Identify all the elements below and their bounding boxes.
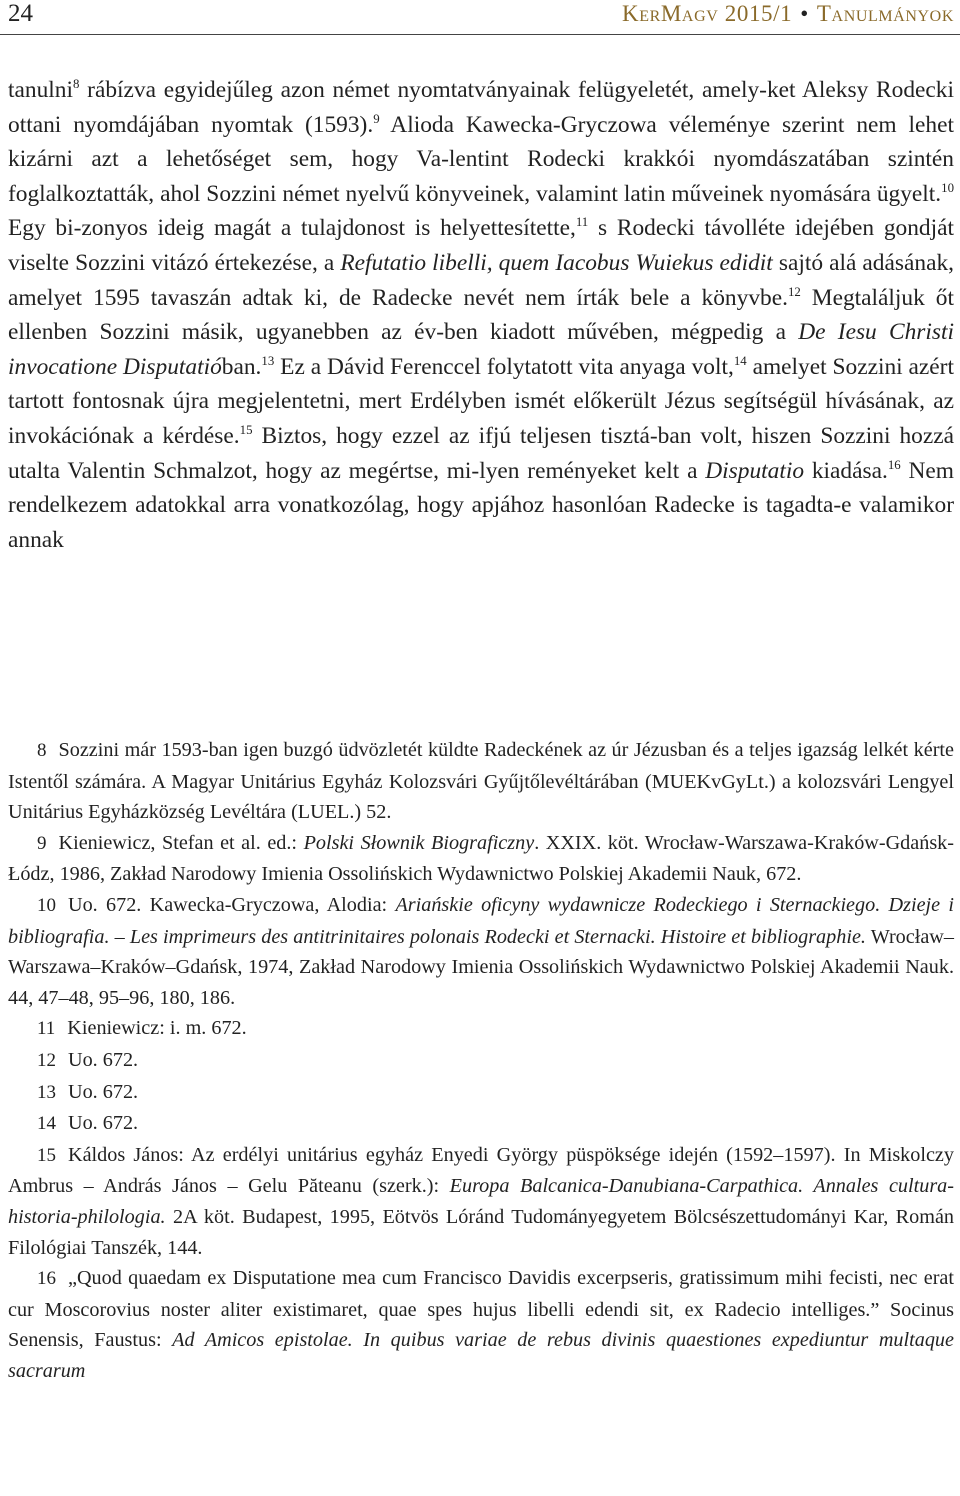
footnote-14 <box>8 1108 954 1140</box>
footnote-text: Wrocław–Warszawa–Kraków–Gdańsk, 1974, Zakład Narodowy Imienia Ossolińskich Wydawnictwo Polskiej Akademii Nauk. 44, 47–48, 95–96, 180, 186. <box>8 925 954 1009</box>
footnote-text: Kieniewicz: i. m. 672. <box>67 1017 247 1040</box>
body-text: tanulni <box>8 77 73 103</box>
footnote-text: 2A köt. Budapest, 1995, Eötvös Lóránd Tudományegyetem Bölcsészettudományi Kar, Román Filológiai Tanszék, 144. <box>8 1205 954 1259</box>
footnote-13 <box>8 1077 954 1109</box>
footnote-number: 15 <box>37 1144 56 1166</box>
body-text: Egy bi-zonyos ideig magát a tulajdonost is helyettesítette, <box>8 215 576 242</box>
body-text: Nem rendelkezem adatokkal arra vonatkozólag, hogy apjához hasonlóan Radecke is tagadta-e valamikor annak <box>8 457 954 553</box>
footnote-number: 13 <box>37 1081 56 1103</box>
footnote-ref: 8 <box>72 77 80 91</box>
footnote-number: 16 <box>37 1268 56 1290</box>
footnote-text: . XXIX. köt. Wrocław-Warszawa-Kraków-Gdańsk-Łódz, 1986, Zakład Narodowy Imienia Ossolińskich Wydawnictwo Polskiej Akademii Nauk, 672. <box>8 831 954 886</box>
body-text: ban. <box>221 353 262 380</box>
body-text: Alioda Kawecka-Gryczowa véleménye szerint nem lehet kizárni azt a lehetőséget sem, hogy Va-lentint Rodecki krakkói nyomdászatában szintén foglalkoztatták, ahol Sozzini német nyelvű könyveinek, valamint latin műveinek nyomására ügyelt. <box>8 111 954 207</box>
footnote-text: Uo. 672. <box>68 1048 139 1071</box>
italic-title: Disputatio <box>705 457 805 484</box>
header-rule <box>0 34 960 35</box>
footnote-number: 8 <box>37 740 47 761</box>
footnotes-section <box>8 735 954 1386</box>
body-text: kiadása. <box>804 457 888 484</box>
footnote-ref: 12 <box>787 284 801 299</box>
footnote-ref: 10 <box>941 180 954 195</box>
footnote-text: Uo. 672. <box>68 1112 139 1135</box>
footnote-9 <box>8 828 954 890</box>
footnote-italic: Ad Amicos epistolae. In quibus variae de rebus divinis quaestiones expediuntur multaque sacrarum <box>8 1329 954 1382</box>
main-body-paragraph <box>8 73 954 557</box>
footnote-text: Kieniewicz, Stefan et al. ed.: <box>58 831 304 854</box>
body-text: Ez a Dávid Ferenccel folytatott vita anyaga volt, <box>274 353 734 380</box>
footnote-text: Káldos János: Az erdélyi unitárius egyház Enyedi György püspöksége idején (1592–1597). In Miskolczy Ambrus – András János – Gelu Păteanu (szerk.): <box>8 1143 954 1198</box>
body-text: Biztos, hogy ezzel az ifjú teljesen tisztá-ban volt, hiszen Sozzini hozzá utalta Valentin Schmalzot, hogy az megértse, mi-lyen reményeket kelt a <box>8 422 954 484</box>
footnote-italic: Europa Balcanica-Danubiana-Carpathica. Annales cultura-historia-philologia. <box>8 1175 955 1228</box>
footnote-15 <box>8 1140 954 1263</box>
footnote-number: 10 <box>37 894 56 916</box>
footnote-number: 12 <box>37 1049 56 1071</box>
document-page <box>8 0 954 1496</box>
footnote-italic: Ariańskie oficyny wydawnicze Rodeckiego i Sternackiego. Dzieje i bibliografia. – Les imprimeurs des antitrinitaires polonais Rodecki et Sternacki. Histoire et bibliographie. <box>8 893 955 948</box>
footnote-text: Sozzini már 1593-ban igen buzgó üdvözletét küldte Radeckének az úr Jézusban és a teljes igazság lelkét kérte Istentől számára. A Magyar Unitárius Egyház Kolozsvári Gyűjtőlevéltárában (MUEKvGyLt.) a kolozsvári Lengyel Unitárius Egyházközség Levéltára (LUEL.) 52. <box>8 739 954 824</box>
footnote-10 <box>8 890 954 1013</box>
page-number: 24 <box>8 0 33 27</box>
italic-title: De Iesu Christi invocatione Disputatió <box>8 319 955 380</box>
footnote-text: Uo. 672. <box>68 1080 139 1103</box>
footnote-8 <box>8 735 954 828</box>
section-title: Tanulmányok <box>816 1 954 26</box>
running-head <box>622 1 954 27</box>
bullet-separator: • <box>800 1 809 26</box>
body-text: Megtaláljuk őt ellenben Sozzini másik, ugyanebben az év-ben kiadott művében, mégpedig a <box>8 284 954 346</box>
footnote-ref: 16 <box>887 457 901 472</box>
italic-title: Refutatio libelli, quem Iacobus Wuiekus edidit <box>340 249 773 276</box>
journal-title: KerMagv 2015/1 <box>622 1 793 26</box>
body-text: sajtó alá adásának, amelyet 1595 tavaszán adtak ki, de Radecke nevét nem írták bele a könyvbe. <box>8 249 954 311</box>
footnote-number: 11 <box>37 1018 56 1040</box>
body-text: amelyet Sozzini azért tartott fontosnak újra megjelentetni, mert Erdélyben ismét előkerült Jézus segítségül hívásának, az invokációnak a kérdése. <box>8 353 954 449</box>
footnote-12 <box>8 1045 954 1077</box>
footnote-number: 14 <box>37 1113 56 1135</box>
footnote-text: „Quod quaedam ex Disputatione mea cum Francisco Davidis excerpseris, gratissimum mihi fecisti, nec erat cur Moscorovius noster aliter existimaret, quae spes hujus libelli edendi sit, ex Radecio intelliges.” Socinus Senensis, Faustus: <box>8 1267 954 1352</box>
footnote-ref: 11 <box>575 215 589 230</box>
body-text: rábízva egyidejűleg azon német nyomtatványainak felügyeletét, amely-ket Aleksy Rodecki ottani nyomdájában nyomtak (1593). <box>8 77 954 138</box>
footnote-ref: 15 <box>239 422 253 437</box>
footnote-11 <box>8 1013 954 1045</box>
footnote-ref: 13 <box>261 353 275 368</box>
footnote-number: 9 <box>37 832 47 854</box>
footnote-ref: 9 <box>373 111 380 126</box>
page-header <box>8 0 954 40</box>
footnote-16 <box>8 1263 954 1386</box>
body-text: s Rodecki távolléte idejében gondját viselte Sozzini vitázó értekezése, a <box>8 215 954 276</box>
footnote-italic: Polski Słownik Biograficzny <box>303 831 535 854</box>
footnote-ref: 14 <box>733 353 747 368</box>
footnote-text: Uo. 672. Kawecka-Gryczowa, Alodia: <box>68 893 396 916</box>
